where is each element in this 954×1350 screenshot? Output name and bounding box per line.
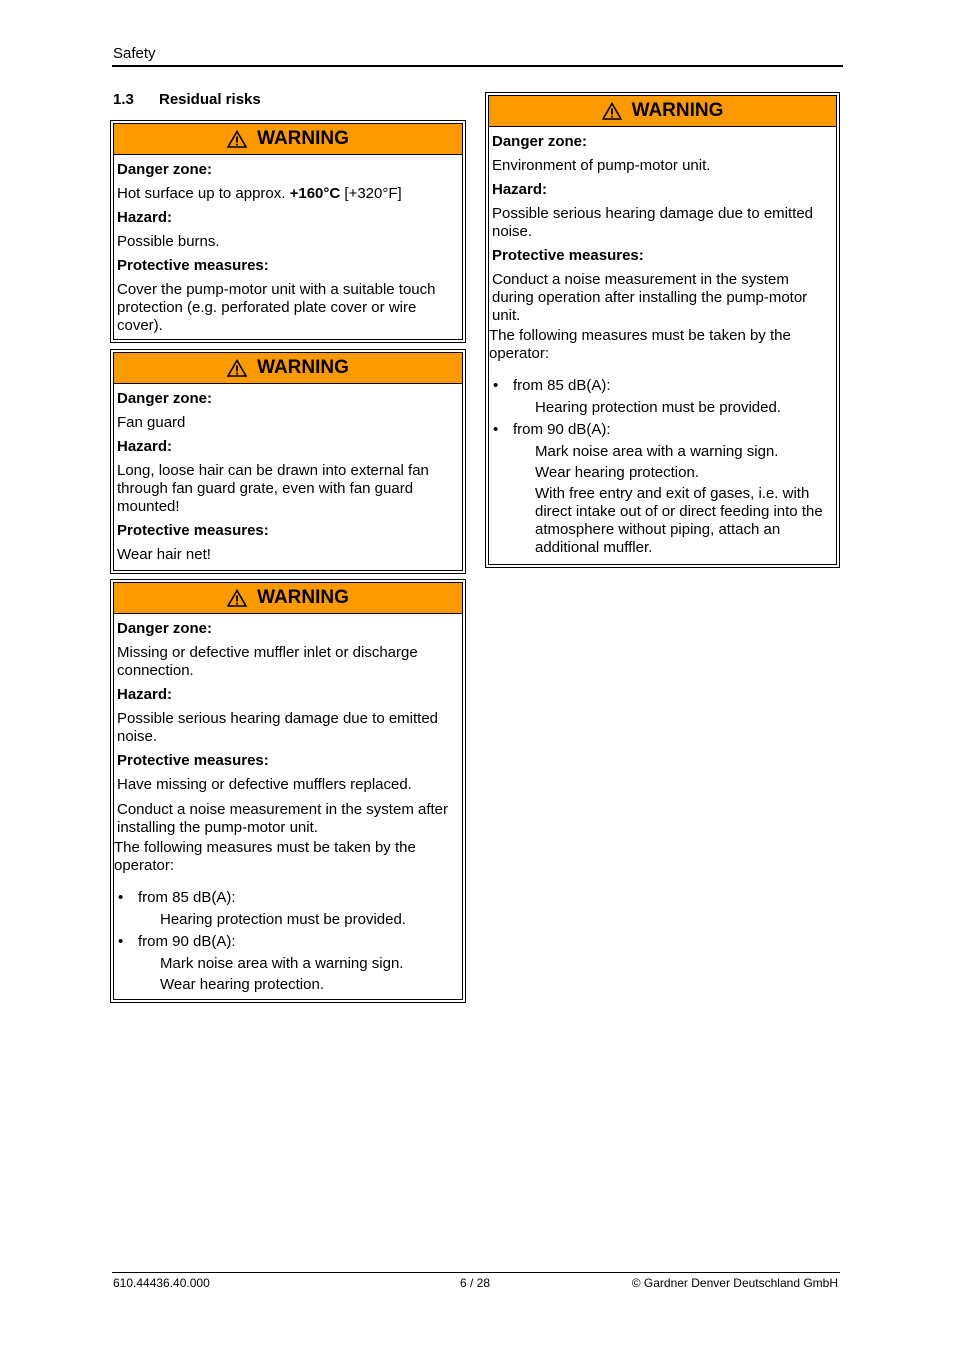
- danger-zone-text: Environment of pump-motor unit.: [492, 157, 711, 174]
- list-subitem: Wear hearing protection.: [535, 464, 699, 481]
- warning-triangle-icon: [227, 130, 247, 148]
- hazard-label: Hazard:: [117, 438, 173, 455]
- list-subitem: Hearing protection must be provided.: [535, 399, 781, 416]
- hazard-text: Possible serious hearing damage due to emitted noise.: [117, 710, 439, 745]
- danger-zone-label: Danger zone:: [117, 390, 213, 407]
- footer-doc-number: 610.44436.40.000: [113, 1276, 210, 1290]
- protective-measures-label: Protective measures:: [117, 522, 269, 539]
- danger-zone-label: Danger zone:: [117, 161, 213, 178]
- hazard-label: Hazard:: [117, 686, 173, 703]
- list-subitem: Hearing protection must be provided.: [160, 911, 406, 928]
- footer-divider: [112, 1272, 840, 1273]
- warning-header: [114, 353, 462, 384]
- hazard-text: Possible serious hearing damage due to emitted noise.: [492, 205, 814, 240]
- protective-measures-text: Wear hair net!: [117, 546, 211, 563]
- warning-box-pump-environment: [485, 92, 840, 568]
- warning-box-hot-surface: [110, 120, 466, 343]
- warning-label: WARNING: [257, 128, 349, 149]
- warning-label: WARNING: [257, 587, 349, 608]
- warning-header: [114, 124, 462, 155]
- section-title: Residual risks: [159, 91, 261, 108]
- danger-zone-text: Fan guard: [117, 414, 186, 431]
- warning-label: WARNING: [257, 357, 349, 378]
- warning-header: [114, 583, 462, 614]
- list-item: • from 90 dB(A):: [493, 421, 611, 438]
- footer-copyright: © Gardner Denver Deutschland GmbH: [631, 1276, 838, 1290]
- warning-header: [489, 96, 836, 127]
- danger-zone-text: Missing or defective muffler inlet or discharge connection.: [117, 644, 418, 679]
- list-item: • from 85 dB(A):: [118, 889, 236, 906]
- warning-box-muffler: [110, 579, 466, 1003]
- protective-measures-text: Have missing or defective mufflers replaced.: [117, 776, 412, 793]
- warning-triangle-icon: [227, 359, 247, 377]
- danger-zone-text: Hot surface up to approx. +160°C [+320°F]: [117, 185, 402, 202]
- protective-measures-text: Conduct a noise measurement in the system during operation after installing the pump-motor unit.: [492, 271, 808, 324]
- section-number: 1.3: [113, 91, 134, 108]
- hazard-text: Possible burns.: [117, 233, 220, 250]
- list-item: • from 90 dB(A):: [118, 933, 236, 950]
- list-subitem: Wear hearing protection.: [160, 976, 324, 993]
- protective-measures-label: Protective measures:: [117, 257, 269, 274]
- protective-measures-text: Cover the pump-motor unit with a suitable touch protection (e.g. perforated plate cover or wire cover).: [117, 281, 436, 334]
- list-subitem: With free entry and exit of gases, i.e. with direct intake out of or direct feeding into the atmosphere without piping, attach an additional muffler.: [535, 485, 823, 556]
- operator-measures-text: The following measures must be taken by the operator:: [114, 839, 416, 874]
- hazard-label: Hazard:: [492, 181, 548, 198]
- danger-zone-label: Danger zone:: [492, 133, 588, 150]
- warning-triangle-icon: [227, 589, 247, 607]
- footer-page-number: 6 / 28: [460, 1276, 491, 1290]
- header-divider: [112, 65, 843, 67]
- protective-measures-label: Protective measures:: [492, 247, 644, 264]
- list-item: • from 85 dB(A):: [493, 377, 611, 394]
- protective-measures-label: Protective measures:: [117, 752, 269, 769]
- hazard-text: Long, loose hair can be drawn into external fan through fan guard grate, even with fan guard mounted!: [117, 462, 429, 515]
- list-subitem: Mark noise area with a warning sign.: [160, 955, 404, 972]
- header-section-title: Safety: [113, 45, 156, 62]
- list-subitem: Mark noise area with a warning sign.: [535, 443, 779, 460]
- danger-zone-label: Danger zone:: [117, 620, 213, 637]
- warning-label: WARNING: [631, 100, 724, 121]
- operator-measures-text: The following measures must be taken by the operator:: [489, 327, 791, 362]
- noise-measurement-text: Conduct a noise measurement in the system after installing the pump-motor unit.: [117, 801, 448, 836]
- hazard-label: Hazard:: [117, 209, 173, 226]
- warning-triangle-icon: [602, 102, 622, 120]
- section-heading: [113, 91, 261, 108]
- warning-box-fan-guard: [110, 349, 466, 574]
